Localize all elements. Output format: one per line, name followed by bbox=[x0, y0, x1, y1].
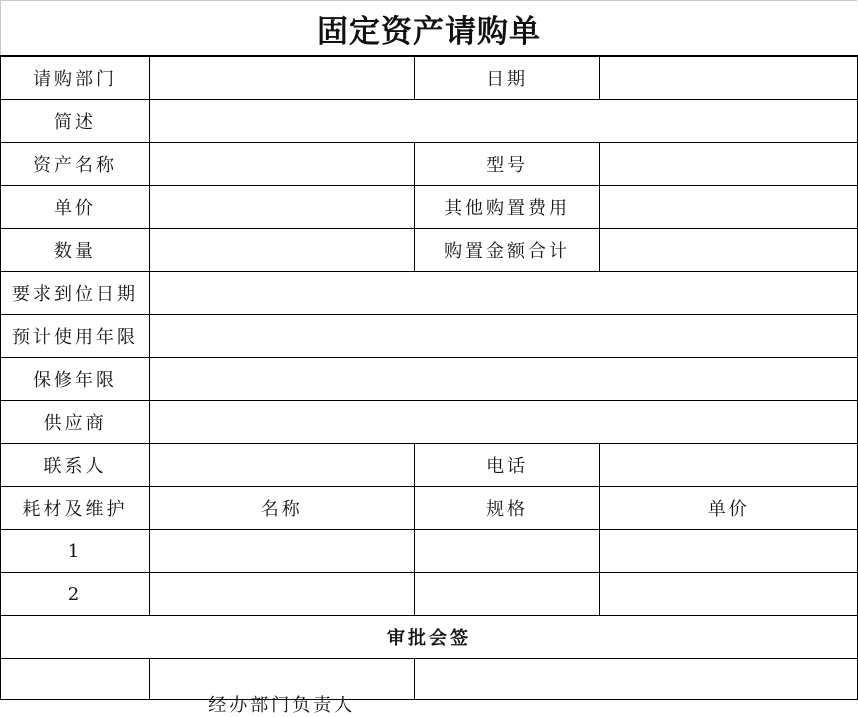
quantity-value-cell[interactable] bbox=[149, 229, 414, 272]
label-other-cost: 其他购置费用 bbox=[414, 186, 600, 229]
consumable-row-2 bbox=[1, 573, 858, 616]
label-phone: 电话 bbox=[414, 444, 600, 487]
form-table bbox=[0, 55, 858, 716]
approval-left-cell[interactable] bbox=[1, 659, 150, 700]
row-required-date bbox=[1, 272, 858, 315]
row-consumables-header bbox=[1, 487, 858, 530]
asset-name-value-cell[interactable] bbox=[149, 143, 414, 186]
label-supplier: 供应商 bbox=[1, 401, 150, 444]
label-total: 购置金额合计 bbox=[414, 229, 600, 272]
handler-head-text: 经办部门负责人 bbox=[208, 695, 356, 716]
row-number-2: 2 bbox=[1, 573, 150, 616]
consumable-1-spec-cell[interactable] bbox=[414, 530, 600, 573]
total-value-cell[interactable] bbox=[600, 229, 858, 272]
consumable-2-price-cell[interactable] bbox=[600, 573, 858, 616]
row-quantity bbox=[1, 229, 858, 272]
phone-value-cell[interactable] bbox=[600, 444, 858, 487]
row-approval-header bbox=[1, 616, 858, 659]
required-date-value-cell[interactable] bbox=[149, 272, 857, 315]
column-header-spec: 规格 bbox=[414, 487, 600, 530]
label-model: 型号 bbox=[414, 143, 600, 186]
label-warranty: 保修年限 bbox=[1, 358, 150, 401]
label-summary: 简述 bbox=[1, 100, 150, 143]
approval-section-header: 审批会签 bbox=[1, 616, 858, 659]
row-warranty bbox=[1, 358, 858, 401]
column-header-price: 单价 bbox=[600, 487, 858, 530]
label-unit-price: 单价 bbox=[1, 186, 150, 229]
model-value-cell[interactable] bbox=[600, 143, 858, 186]
label-handler-head bbox=[149, 659, 414, 716]
handler-head-signature-cell[interactable] bbox=[414, 659, 857, 700]
warranty-value-cell[interactable] bbox=[149, 358, 857, 401]
other-cost-value-cell[interactable] bbox=[600, 186, 858, 229]
consumable-2-name-cell[interactable] bbox=[149, 573, 414, 616]
label-consumables: 耗材及维护 bbox=[1, 487, 150, 530]
label-dept: 请购部门 bbox=[1, 56, 150, 100]
label-required-date: 要求到位日期 bbox=[1, 272, 150, 315]
consumable-1-price-cell[interactable] bbox=[600, 530, 858, 573]
supplier-value-cell[interactable] bbox=[149, 401, 857, 444]
date-value-cell[interactable] bbox=[600, 56, 858, 100]
label-quantity: 数量 bbox=[1, 229, 150, 272]
consumable-row-1 bbox=[1, 530, 858, 573]
unit-price-value-cell[interactable] bbox=[149, 186, 414, 229]
summary-value-cell[interactable] bbox=[149, 100, 857, 143]
row-summary bbox=[1, 100, 858, 143]
consumable-1-name-cell[interactable] bbox=[149, 530, 414, 573]
row-number-1: 1 bbox=[1, 530, 150, 573]
consumable-2-spec-cell[interactable] bbox=[414, 573, 600, 616]
row-dept bbox=[1, 56, 858, 100]
label-date: 日期 bbox=[414, 56, 600, 100]
dept-value-cell[interactable] bbox=[149, 56, 414, 100]
row-supplier bbox=[1, 401, 858, 444]
row-expected-life bbox=[1, 315, 858, 358]
row-asset-name bbox=[1, 143, 858, 186]
row-contact bbox=[1, 444, 858, 487]
contact-value-cell[interactable] bbox=[149, 444, 414, 487]
label-expected-life: 预计使用年限 bbox=[1, 315, 150, 358]
expected-life-value-cell[interactable] bbox=[149, 315, 857, 358]
label-asset-name: 资产名称 bbox=[1, 143, 150, 186]
column-header-name: 名称 bbox=[149, 487, 414, 530]
form-title: 固定资产请购单 bbox=[0, 0, 857, 55]
label-contact: 联系人 bbox=[1, 444, 150, 487]
row-unit-price bbox=[1, 186, 858, 229]
row-approval-handler bbox=[1, 659, 858, 700]
